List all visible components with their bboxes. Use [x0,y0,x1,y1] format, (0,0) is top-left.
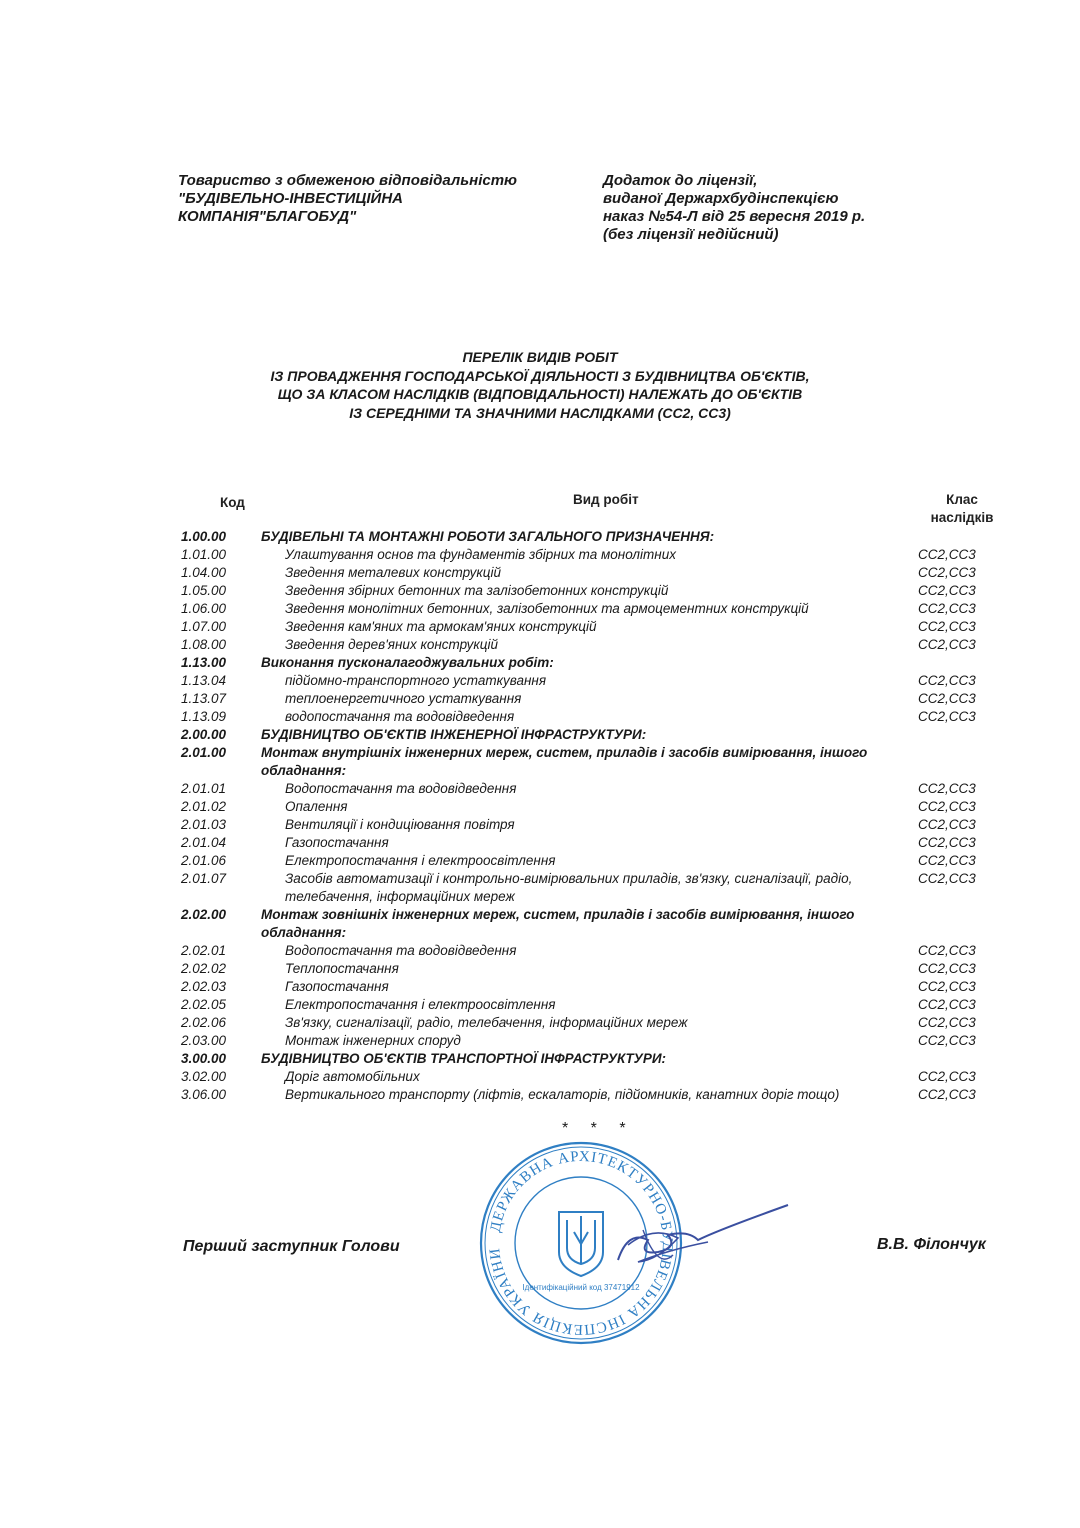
row-code: 2.02.03 [181,979,227,994]
row-description: БУДІВНИЦТВО ОБ'ЄКТІВ ІНЖЕНЕРНОЇ ІНФРАСТРУКТУРИ: [261,727,647,742]
row-consequence-class: СС2,СС3 [918,709,976,724]
row-consequence-class: СС2,СС3 [918,1069,976,1084]
row-code: 1.08.00 [181,637,227,652]
handwritten-signature [598,1200,798,1280]
annex-line: (без ліцензії недійсний) [603,226,779,243]
row-code: 3.02.00 [181,1069,227,1084]
column-header-class-line: наслідків [930,510,994,525]
row-description: Теплопостачання [285,961,399,976]
column-header-class [925,491,999,527]
row-code: 1.04.00 [181,565,227,580]
row-code: 1.06.00 [181,601,227,616]
row-code: 2.02.02 [181,961,227,976]
row-code: 2.01.04 [181,835,227,850]
title-line: ІЗ СЕРЕДНІМИ ТА ЗНАЧНИМИ НАСЛІДКАМИ (СС2, СС3) [349,404,731,421]
column-header-class-line: Клас [946,492,978,507]
row-code: 2.01.02 [181,799,227,814]
row-description: БУДІВНИЦТВО ОБ'ЄКТІВ ТРАНСПОРТНОЇ ІНФРАСТРУКТУРИ: [261,1051,667,1066]
row-description: Електропостачання і електроосвітлення [285,853,556,868]
row-consequence-class: СС2,СС3 [918,799,976,814]
row-description: Зведення монолітних бетонних, залізобетонних та армоцементних конструкцій [285,601,809,616]
row-code: 2.02.06 [181,1015,227,1030]
row-description: Улаштування основ та фундаментів збірних та монолітних [285,547,676,562]
annex-line: Додаток до ліцензії, [603,172,758,189]
row-description: Виконання пусконалагоджувальних робіт: [261,655,554,670]
annex-line: наказ №54-Л від 25 вересня 2019 р. [603,208,866,225]
row-consequence-class: СС2,СС3 [918,835,976,850]
licensee-name [178,172,517,226]
row-consequence-class: СС2,СС3 [918,781,976,796]
row-description: Засобів автоматизації і контрольно-вимірювальних приладів, зв'язку, сигналізації, радіо, телебачення, інформаційних мереж [285,871,853,904]
row-description: Водопостачання та водовідведення [285,781,517,796]
row-consequence-class: СС2,СС3 [918,871,976,886]
row-code: 2.01.07 [181,871,227,886]
row-consequence-class: СС2,СС3 [918,1015,976,1030]
document-title [0,348,1080,422]
row-consequence-class: СС2,СС3 [918,817,976,832]
row-description: водопостачання та водовідведення [285,709,515,724]
row-code: 1.05.00 [181,583,227,598]
licensee-line: Товариство з обмеженою відповідальністю [178,172,518,189]
row-code: 3.06.00 [181,1087,227,1102]
row-consequence-class: СС2,СС3 [918,853,976,868]
row-consequence-class: СС2,СС3 [918,691,976,706]
signatory-position: Перший заступник Голови [183,1238,400,1255]
row-description: Газопостачання [285,835,389,850]
row-description: Зведення збірних бетонних та залізобетонних конструкцій [285,583,669,598]
row-code: 2.01.03 [181,817,227,832]
row-description: Зведення дерев'яних конструкцій [285,637,499,652]
row-code: 2.01.06 [181,853,227,868]
row-description: Газопостачання [285,979,389,994]
row-description: Електропостачання і електроосвітлення [285,997,556,1012]
row-code: 2.02.05 [181,997,227,1012]
row-consequence-class: СС2,СС3 [918,637,976,652]
row-code: 1.13.00 [181,655,227,670]
row-code: 2.01.00 [181,745,227,760]
trident-emblem-icon [559,1212,603,1276]
row-description: Монтаж внутрішніх інженерних мереж, систем, приладів і засобів вимірювання, іншого обладнання: [261,745,868,778]
row-description: БУДІВЕЛЬНІ ТА МОНТАЖНІ РОБОТИ ЗАГАЛЬНОГО ПРИЗНАЧЕННЯ: [261,529,715,544]
row-code: 1.01.00 [181,547,227,562]
row-consequence-class: СС2,СС3 [918,979,976,994]
row-consequence-class: СС2,СС3 [918,673,976,688]
row-description: Зведення металевих конструкцій [285,565,501,580]
signatory-name: В.В. Філончук [877,1236,986,1253]
stamp-ring-text: ДЕРЖАВНА АРХІТЕКТУРНО-БУДІВЕЛЬНА ІНСПЕКЦІЯ УКРАЇНИ [486,1148,676,1338]
row-consequence-class: СС2,СС3 [918,997,976,1012]
row-description: Вертикального транспорту (ліфтів, ескалаторів, підйомників, канатних доріг тощо) [285,1087,840,1102]
row-code: 1.00.00 [181,529,227,544]
column-header-work: Вид робіт [573,492,639,507]
license-annex-note [603,172,865,244]
row-consequence-class: СС2,СС3 [918,943,976,958]
row-consequence-class: СС2,СС3 [918,601,976,616]
row-code: 1.13.07 [181,691,227,706]
row-description: Водопостачання та водовідведення [285,943,517,958]
row-consequence-class: СС2,СС3 [918,619,976,634]
row-description: Доріг автомобільних [285,1069,420,1084]
annex-line: виданої Держархбудінспекцією [603,190,839,207]
licensee-line: КОМПАНІЯ"БЛАГОБУД" [178,208,357,225]
row-description: Опалення [285,799,348,814]
title-line: ПЕРЕЛІК ВИДІВ РОБІТ [462,349,618,365]
row-code: 1.13.04 [181,673,227,688]
row-code: 2.02.01 [181,943,227,958]
row-consequence-class: СС2,СС3 [918,565,976,580]
row-consequence-class: СС2,СС3 [918,583,976,598]
row-description: теплоенергетичного устаткування [285,691,522,706]
row-consequence-class: СС2,СС3 [918,1087,976,1102]
row-description: підйомно-транспортного устаткування [285,673,547,688]
row-description: Монтаж інженерних споруд [285,1033,461,1048]
row-description: Зв'язку, сигналізації, радіо, телебачення, інформаційних мереж [285,1015,688,1030]
row-consequence-class: СС2,СС3 [918,1033,976,1048]
row-consequence-class: СС2,СС3 [918,961,976,976]
row-description: Вентиляції і кондиціювання повітря [285,817,515,832]
row-code: 2.00.00 [181,727,227,742]
separator-stars: * * * [562,1120,635,1137]
title-line: ЩО ЗА КЛАСОМ НАСЛІДКІВ (ВІДПОВІДАЛЬНОСТІ) НАЛЕЖАТЬ ДО ОБ'ЄКТІВ [277,386,803,402]
stamp-id-code: Ідентифікаційний код 37471912 [522,1283,640,1292]
row-code: 2.02.00 [181,907,227,922]
row-description: Монтаж зовнішніх інженерних мереж, систем, приладів і засобів вимірювання, іншого обладнання: [261,907,855,940]
row-consequence-class: СС2,СС3 [918,547,976,562]
licensee-line: "БУДІВЕЛЬНО-ІНВЕСТИЦІЙНА [178,190,403,207]
row-code: 2.03.00 [181,1033,227,1048]
row-code: 3.00.00 [181,1051,227,1066]
row-code: 1.07.00 [181,619,227,634]
row-code: 2.01.01 [181,781,227,796]
row-code: 1.13.09 [181,709,227,724]
title-line: ІЗ ПРОВАДЖЕННЯ ГОСПОДАРСЬКОЇ ДІЯЛЬНОСТІ З БУДІВНИЦТВА ОБ'ЄКТІВ, [270,367,810,384]
column-header-code: Код [220,495,245,510]
row-description: Зведення кам'яних та армокам'яних конструкцій [285,619,597,634]
